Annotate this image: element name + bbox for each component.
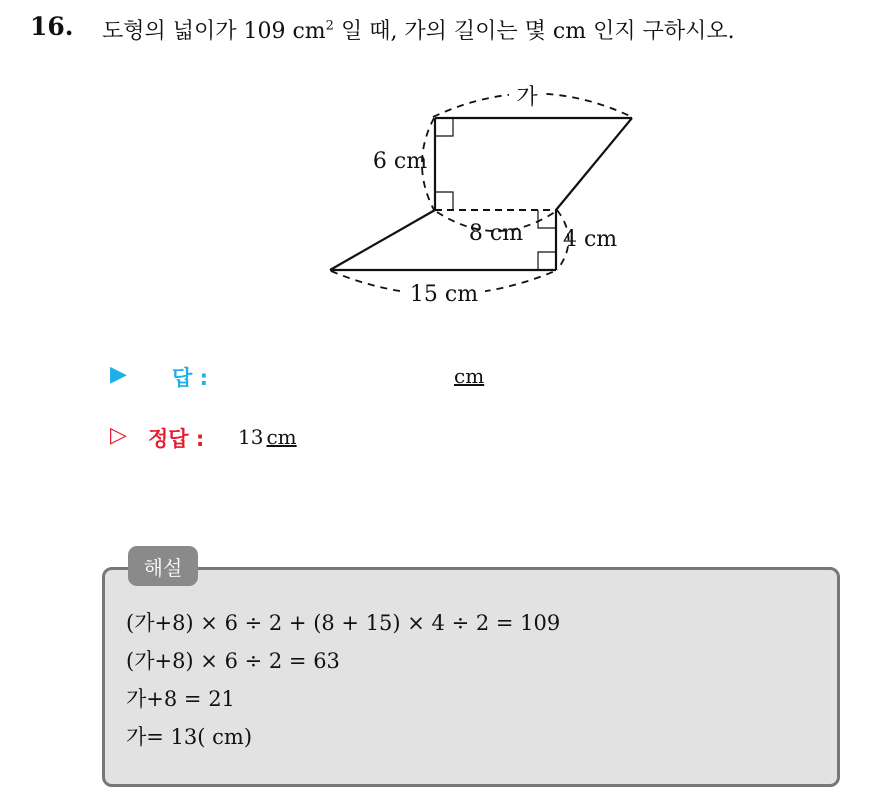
edge-slant-left: [330, 210, 435, 270]
label-6cm: 6 cm: [372, 149, 428, 174]
right-angle-mark: [538, 252, 556, 270]
label-8cm: 8 cm: [468, 221, 524, 246]
solution-line-3: 가+8 = 21: [126, 687, 235, 711]
correct-value: [238, 425, 297, 449]
answer-row: [110, 362, 530, 392]
right-angle-mark: [435, 192, 453, 210]
label-4cm: 4 cm: [563, 227, 618, 252]
question-text-tail: 일 때, 가의 길이는 몇 cm 인지 구하시오.: [333, 19, 735, 44]
label-15cm: 15 cm: [409, 282, 479, 307]
answer-label: 답 :: [172, 366, 208, 390]
figure-diagram: [0, 0, 884, 340]
correct-unit: cm: [266, 425, 297, 449]
edge-slant-right: [556, 118, 632, 210]
correct-number: 13: [238, 425, 264, 449]
solution-line-1: (가+8) × 6 ÷ 2 + (8 + 15) × 4 ÷ 2 = 109: [126, 611, 561, 635]
answer-unit: cm: [454, 364, 485, 388]
right-angle-mark: [435, 118, 453, 136]
correct-answer-row: [110, 423, 530, 453]
question-text-main: 도형의 넓이가 109 cm: [102, 19, 326, 44]
solution-box: [102, 567, 840, 787]
correct-label: 정답 :: [148, 427, 205, 451]
question-number: 16.: [30, 12, 74, 41]
label-ga: 가: [516, 85, 538, 110]
answer-marker-icon: ▶: [110, 362, 127, 387]
solution-tab: 해설: [128, 546, 198, 586]
solution-line-2: (가+8) × 6 ÷ 2 = 63: [126, 649, 340, 673]
solution-line-4: 가= 13( cm): [126, 725, 253, 749]
question-superscript: 2: [325, 18, 334, 34]
correct-marker-icon: ▷: [110, 423, 127, 448]
